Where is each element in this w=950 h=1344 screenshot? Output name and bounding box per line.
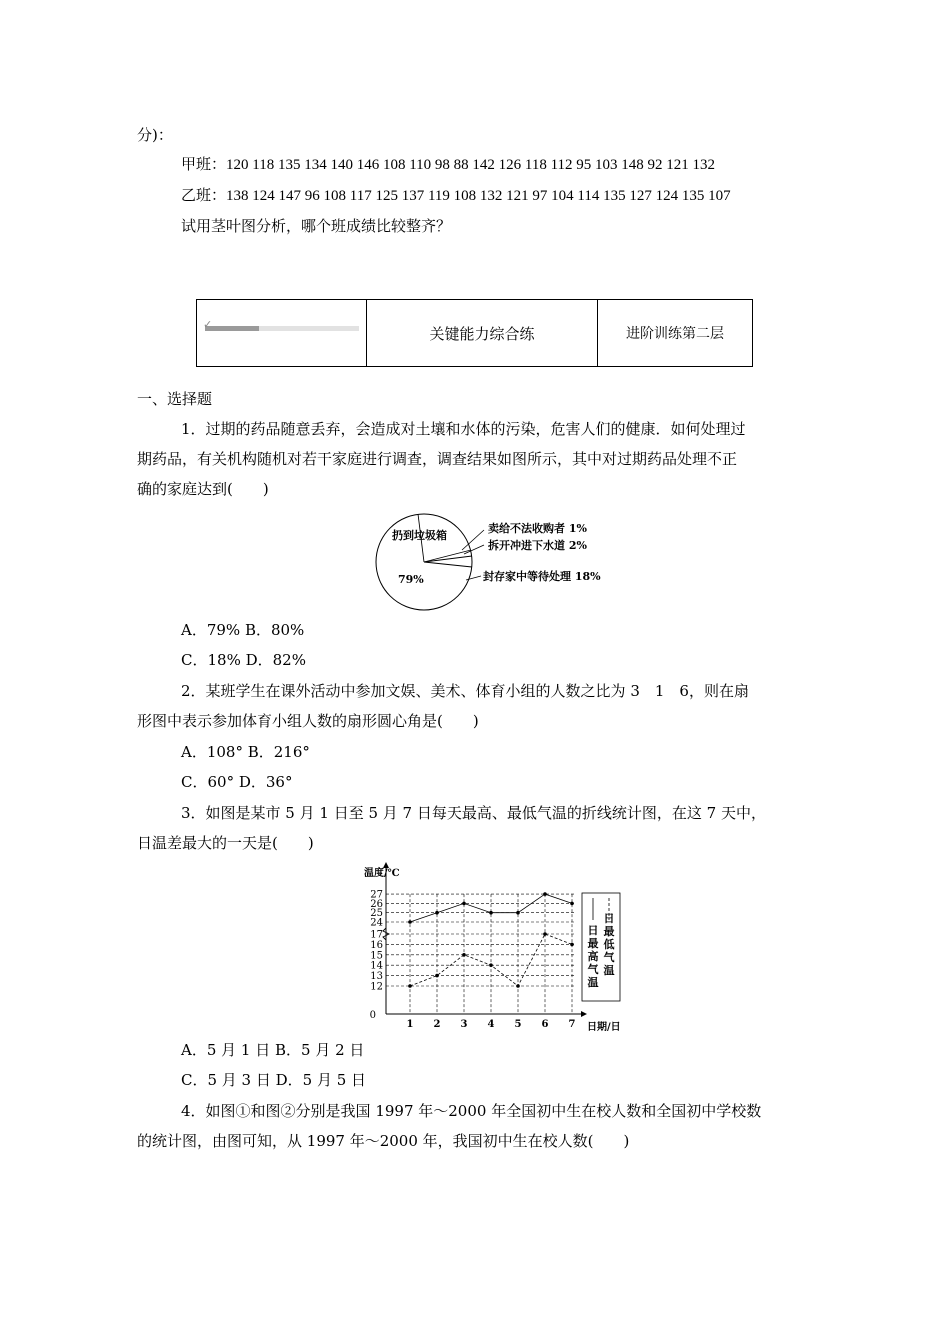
series-high-line bbox=[410, 894, 572, 922]
point-low bbox=[570, 943, 574, 947]
point-high bbox=[489, 911, 493, 915]
pie-label-store: 封存家中等待处理 18% bbox=[483, 570, 601, 583]
pie-divider-2 bbox=[424, 556, 472, 562]
pie-leader-3 bbox=[466, 576, 481, 580]
intro-line-1: 分)： bbox=[137, 126, 173, 144]
point-high bbox=[408, 920, 412, 924]
class-yi-scores: 乙班：138 124 147 96 108 117 125 137 119 108 132 121 97 104 114 135 127 124 135 107 bbox=[181, 188, 731, 204]
x-tick-label: 2 bbox=[433, 1019, 441, 1030]
y-tick-label: 27 bbox=[370, 889, 383, 901]
section-heading: 一、选择题 bbox=[137, 390, 213, 408]
y-tick-label: 17 bbox=[370, 929, 383, 941]
legend-label-high: 日最高气温 bbox=[587, 924, 599, 989]
point-low bbox=[543, 932, 547, 936]
section-banner bbox=[196, 299, 753, 367]
check-icon: ✓ bbox=[203, 318, 213, 331]
x-axis-label: 日期/日 bbox=[587, 1022, 621, 1033]
pie-chart bbox=[370, 512, 630, 618]
pie-label-trash: 扔到垃圾箱 bbox=[392, 529, 447, 542]
q3-line-1: 3．如图是某市 5 月 1 日至 5 月 7 日每天最高、最低气温的折线统计图，在这 7 天中， bbox=[181, 804, 766, 822]
point-high bbox=[516, 911, 520, 915]
q2-options-ab: A．108° B．216° bbox=[181, 743, 310, 761]
point-low bbox=[408, 984, 412, 988]
banner-level: 进阶训练第二层 bbox=[626, 326, 724, 342]
pie-value-trash: 79% bbox=[398, 573, 424, 586]
point-low bbox=[516, 984, 520, 988]
q1-line-2: 期药品，有关机构随机对若干家庭进行调查，调查结果如图所示，其中对过期药品处理不正 bbox=[137, 450, 738, 468]
pie-leader-1 bbox=[462, 530, 484, 550]
x-tick-label: 1 bbox=[406, 1019, 414, 1030]
progress-fill bbox=[205, 326, 259, 331]
x-axis-arrow bbox=[581, 1011, 587, 1017]
y-tick-label: 12 bbox=[370, 981, 383, 993]
temperature-line-chart bbox=[340, 862, 640, 1034]
y-axis-label: 温度/℃ bbox=[364, 868, 400, 879]
x-tick-label: 3 bbox=[460, 1019, 468, 1030]
q2-line-1: 2．某班学生在课外活动中参加文娱、美术、体育小组的人数之比为 3 1 6，则在扇 bbox=[181, 682, 749, 700]
x-tick-label: 6 bbox=[541, 1019, 549, 1030]
pie-label-illegal: 卖给不法收购者 1% bbox=[488, 522, 587, 535]
point-high bbox=[462, 902, 466, 906]
point-low bbox=[462, 953, 466, 957]
legend-label-low: 日最低气温 bbox=[603, 912, 615, 977]
q3-options-ab: A．5 月 1 日 B．5 月 2 日 bbox=[181, 1041, 365, 1059]
q1-options-cd: C．18% D．82% bbox=[181, 651, 306, 669]
q4-line-2: 的统计图，由图可知，从 1997 年～2000 年，我国初中生在校人数( ) bbox=[137, 1132, 630, 1150]
class-jia-scores: 甲班：120 118 135 134 140 146 108 110 98 88 142 126 118 112 95 103 148 92 121 132 bbox=[181, 157, 716, 173]
y-tick-label: 15 bbox=[370, 950, 383, 962]
stem-leaf-question: 试用茎叶图分析，哪个班成绩比较整齐？ bbox=[181, 217, 452, 235]
y-tick-label: 25 bbox=[370, 908, 383, 920]
x-tick-label: 4 bbox=[487, 1019, 495, 1030]
point-low bbox=[435, 974, 439, 978]
pie-leader-2 bbox=[464, 545, 484, 554]
q1-options-ab: A．79% B．80% bbox=[181, 621, 305, 639]
y-tick-label: 24 bbox=[370, 917, 383, 929]
y-tick-label: 0 bbox=[369, 1010, 376, 1021]
point-high bbox=[543, 892, 547, 896]
y-tick-label: 26 bbox=[370, 898, 383, 910]
pie-label-drain: 拆开冲进下水道 2% bbox=[488, 539, 587, 552]
q2-options-cd: C．60° D．36° bbox=[181, 773, 293, 791]
point-high bbox=[435, 911, 439, 915]
point-low bbox=[489, 963, 493, 967]
q3-line-2: 日温差最大的一天是( ) bbox=[137, 834, 314, 852]
banner-progress-cell bbox=[197, 300, 367, 366]
q1-line-3: 确的家庭达到( ) bbox=[137, 480, 269, 498]
y-tick-label: 14 bbox=[370, 960, 383, 972]
x-tick-label: 7 bbox=[568, 1019, 576, 1030]
x-tick-label: 5 bbox=[514, 1019, 522, 1030]
pie-divider-3 bbox=[424, 562, 472, 567]
q4-line-1: 4．如图①和图②分别是我国 1997 年～2000 年全国初中生在校人数和全国初中学校数 bbox=[181, 1102, 762, 1120]
q3-options-cd: C．5 月 3 日 D．5 月 5 日 bbox=[181, 1071, 367, 1089]
point-high bbox=[570, 902, 574, 906]
y-tick-label: 16 bbox=[370, 939, 383, 951]
y-axis-arrow bbox=[383, 862, 389, 868]
q2-line-2: 形图中表示参加体育小组人数的扇形圆心角是( ) bbox=[137, 712, 479, 730]
q1-line-1: 1．过期的药品随意丢弃，会造成对土壤和水体的污染，危害人们的健康．如何处理过 bbox=[181, 420, 746, 438]
y-tick-label: 13 bbox=[370, 971, 383, 983]
pie-divider-1 bbox=[424, 550, 471, 562]
banner-title: 关键能力综合练 bbox=[367, 300, 598, 366]
